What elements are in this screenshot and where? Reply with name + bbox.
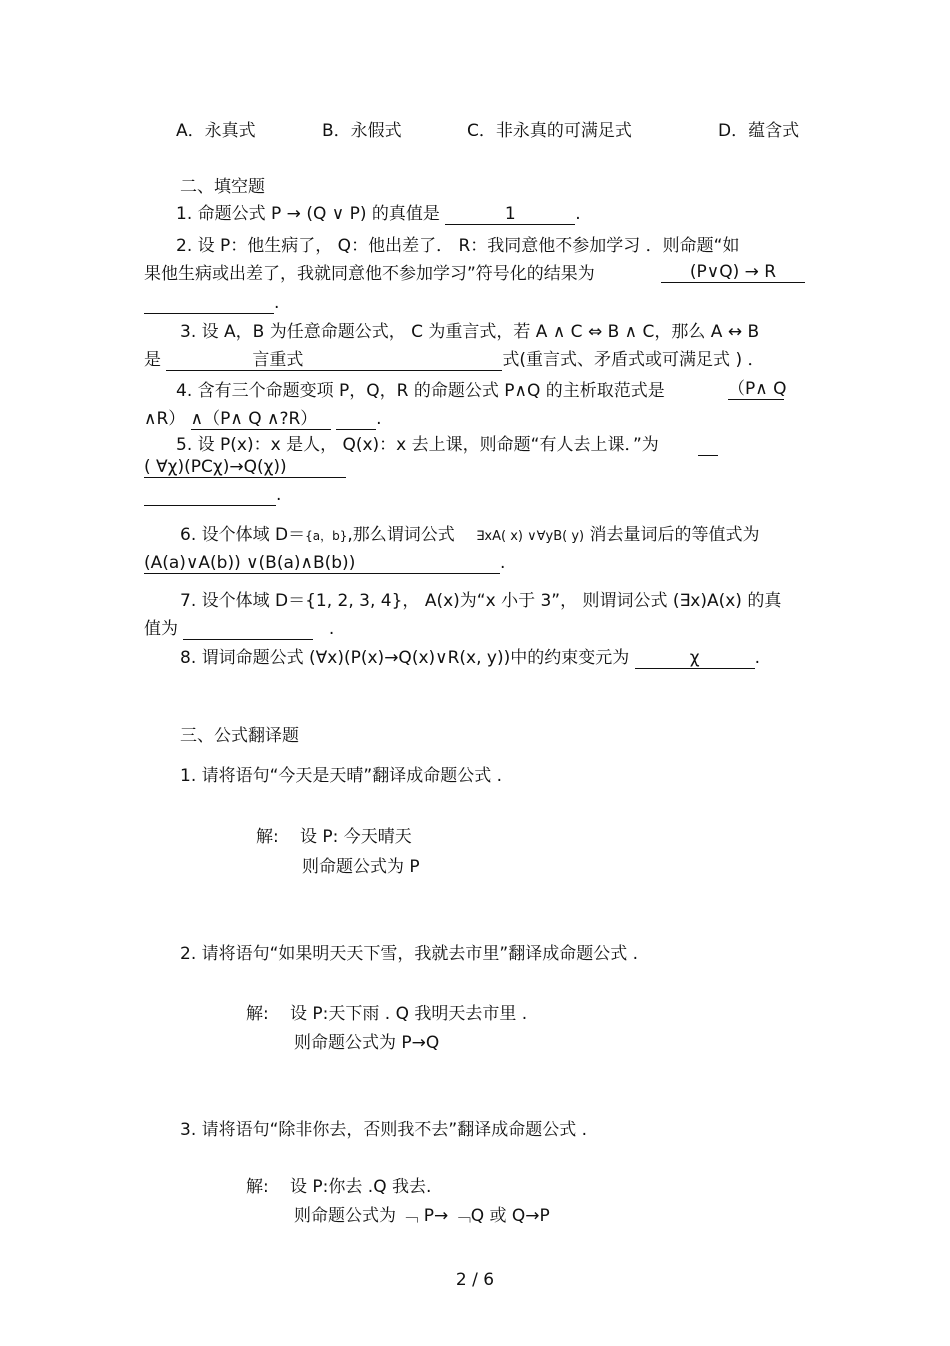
fill-q6-tail: 消去量词后的等值式为 bbox=[589, 525, 760, 545]
fill-q5-blank-b bbox=[144, 484, 281, 506]
fill-q5-blank-a bbox=[698, 436, 718, 456]
choice-a: A．永真式 bbox=[176, 121, 256, 141]
fill-q7-line1: 7. 设个体域 D＝{1, 2, 3, 4}， A(x)为“x 小于 3”， 则谓词公式 (∃x)A(x) 的真 bbox=[180, 591, 782, 611]
choice-c: C．非永真的可满足式 bbox=[467, 121, 632, 141]
choice-d: D．蕴含式 bbox=[718, 121, 800, 141]
fill-q2-line2-text: 果他生病或出差了，我就同意他不参加学习”符号化的结果为 bbox=[144, 264, 595, 284]
fill-q4-line1 bbox=[176, 380, 665, 402]
fill-q1-answer: 1 bbox=[445, 205, 575, 225]
fill-q2-answer: (P∨Q) → R bbox=[661, 263, 805, 283]
trans-q2-solution-line1: 设 P:天下雨 . Q 我明天去市里 . bbox=[290, 1004, 528, 1024]
fill-q4-text: 4. 含有三个命题变项 P，Q，R 的命题公式 P∧Q 的主析取范式是 bbox=[176, 381, 665, 401]
fill-q5-blank-b-line bbox=[144, 486, 276, 506]
fill-q4-blank bbox=[336, 410, 376, 430]
fill-q3-line1: 3. 设 A，B 为任意命题公式， C 为重言式，若 A ∧ C ⇔ B ∧ C，那么 A ↔ B bbox=[180, 322, 760, 342]
fill-q1-suffix: . bbox=[575, 204, 581, 224]
fill-q6-domain: {a，b} bbox=[305, 529, 348, 543]
trans-q1-question: 1. 请将语句“今天是天晴”翻译成命题公式 . bbox=[180, 766, 503, 786]
trans-q3-solution-label: 解: bbox=[246, 1177, 269, 1197]
fill-q6-middle: ,那么谓词公式 bbox=[347, 525, 455, 545]
fill-q4-suffix: . bbox=[376, 409, 382, 429]
trans-q3-solution-line1: 设 P:你去 .Q 我去. bbox=[290, 1177, 432, 1197]
fill-q1 bbox=[176, 203, 581, 225]
fill-q5-text: 5. 设 P(x)：x 是人， Q(x)：x 去上课，则命题“有人去上课．”为 bbox=[176, 435, 659, 455]
fill-q2-blank-line bbox=[144, 294, 274, 314]
fill-q2-line2 bbox=[144, 263, 595, 285]
fill-q8 bbox=[180, 647, 760, 669]
fill-q4-answer-c: ∧（P∧ Q ∧?R） bbox=[191, 410, 331, 430]
fill-q1-prefix: 1. 命题公式 P → (Q ∨ P) 的真值是 bbox=[176, 204, 440, 224]
trans-q1-solution-line1: 设 P: 今天晴天 bbox=[300, 827, 412, 847]
fill-q7-suffix: . bbox=[328, 619, 335, 639]
trans-q3-question: 3. 请将语句“除非你去，否则我不去”翻译成命题公式 . bbox=[180, 1120, 588, 1140]
fill-q2-suffix: . bbox=[274, 293, 280, 313]
section-heading-fill-blank: 二、填空题 bbox=[180, 177, 265, 197]
fill-q5-line1 bbox=[176, 434, 718, 456]
trans-q2-solution-label: 解: bbox=[246, 1004, 269, 1024]
fill-q7-prefix: 值为 bbox=[144, 619, 178, 639]
fill-q2-blank bbox=[144, 292, 279, 314]
fill-q6-formula: ∃xA( x) ∨∀yB( y) bbox=[476, 529, 585, 544]
fill-q3-line2 bbox=[144, 349, 764, 371]
choice-b: B．永假式 bbox=[322, 121, 402, 141]
fill-q6-line1 bbox=[180, 524, 760, 548]
fill-q4-answer-b: ∧R） bbox=[144, 409, 186, 429]
fill-q5-answer: ( ∀χ)(PCχ)→Q(χ)) bbox=[144, 458, 346, 478]
fill-q3-suffix: 式(重言式、矛盾式或可满足式 ) ． bbox=[502, 350, 765, 370]
fill-q2-line1: 2. 设 P：他生病了， Q：他出差了． R：我同意他不参加学习 ．则命题“如 bbox=[176, 236, 740, 256]
fill-q6-suffix: . bbox=[500, 553, 506, 573]
trans-q3-solution-line2: 则命题公式为 ﹁ P→ ﹁Q 或 Q→P bbox=[294, 1206, 550, 1226]
fill-q8-prefix: 8. 谓词命题公式 (∀x)(P(x)→Q(x)∨R(x, y))中的约束变元为 bbox=[180, 648, 630, 668]
fill-q4-answer-a: （P∧ Q bbox=[728, 379, 787, 399]
trans-q2-question: 2. 请将语句“如果明天天下雪，我就去市里”翻译成命题公式 . bbox=[180, 944, 639, 964]
fill-q4-line2 bbox=[144, 408, 381, 430]
trans-q2-solution-line2: 则命题公式为 P→Q bbox=[294, 1033, 440, 1053]
fill-q8-answer: χ bbox=[635, 649, 755, 669]
trans-q1-solution-label: 解: bbox=[256, 827, 279, 847]
fill-q6-answer: (A(a)∨A(b)) ∨(B(a)∧B(b)) bbox=[144, 554, 500, 574]
fill-q6-prefix: 6. 设个体域 D＝ bbox=[180, 525, 306, 545]
fill-q3-answer: 言重式 bbox=[166, 351, 502, 371]
trans-q1-solution-line2: 则命题公式为 P bbox=[302, 857, 420, 877]
page-number: 2 / 6 bbox=[455, 1270, 495, 1290]
fill-q5-suffix: . bbox=[276, 485, 282, 505]
fill-q7-blank bbox=[183, 620, 313, 640]
fill-q6-line2 bbox=[144, 552, 505, 574]
section-heading-translation: 三、公式翻译题 bbox=[180, 726, 299, 746]
fill-q3-prefix: 是 bbox=[144, 350, 161, 370]
fill-q8-suffix: . bbox=[754, 648, 761, 668]
fill-q7-line2 bbox=[144, 618, 334, 640]
